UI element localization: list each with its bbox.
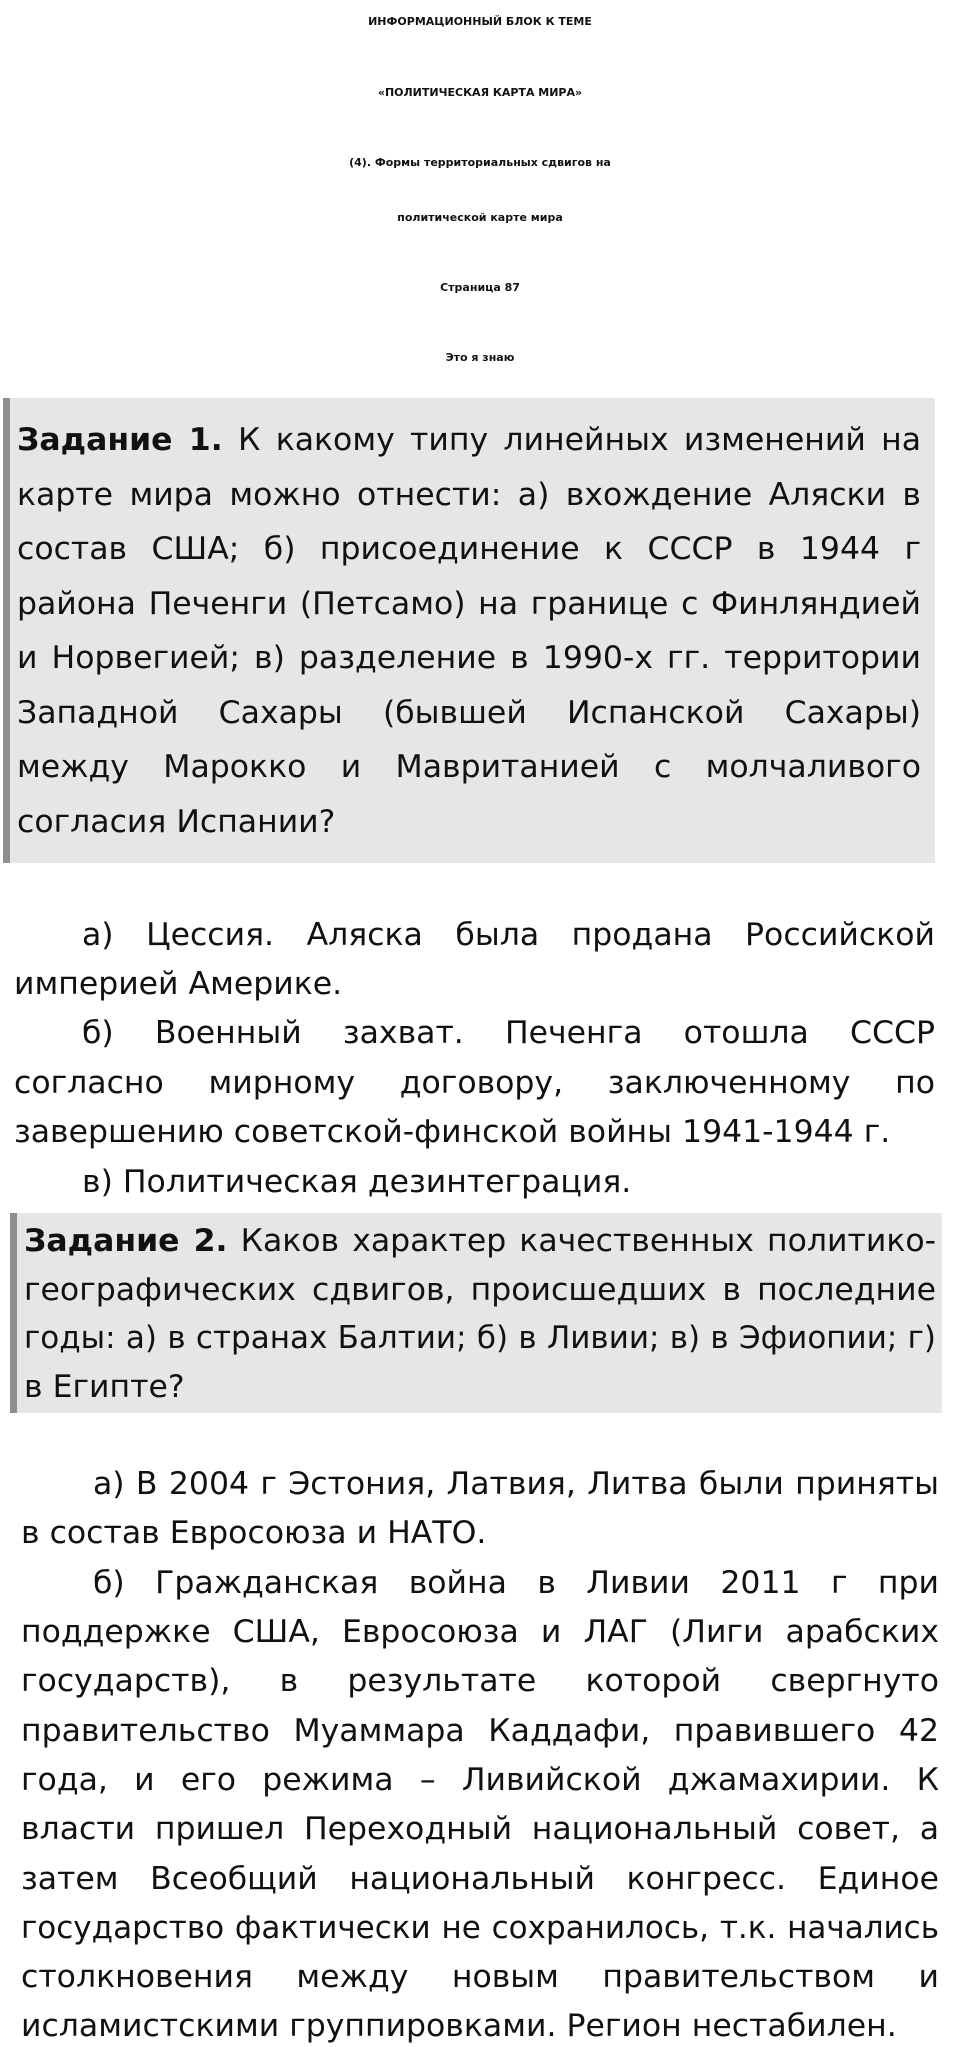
answer1-line-3: б) Военный захват. Печенга отошла СССР bbox=[82, 1015, 935, 1051]
answer1-line-6: в) Политическая дезинтеграция. bbox=[82, 1164, 632, 1200]
topic-title-line2: политической карте мира bbox=[397, 211, 563, 224]
task1-box bbox=[3, 398, 935, 863]
answer2-line-11: столкновения между новым правительством и bbox=[21, 1959, 939, 1995]
page-number: Страница 87 bbox=[440, 281, 520, 294]
task1-line-1: Задание 1. К какому типу линейных изменений на bbox=[17, 422, 922, 458]
task2-line-2: географических сдвигов, происшедших в последние bbox=[24, 1272, 936, 1308]
answer2-line-3: б) Гражданская война в Ливии 2011 г при bbox=[93, 1565, 939, 1601]
task1-line-8: согласия Испании? bbox=[17, 804, 336, 840]
answer1-line-2: империей Америке. bbox=[14, 966, 343, 1002]
task2-line-4: в Египте? bbox=[24, 1369, 185, 1405]
task1-line-5: и Норвегией; в) разделение в 1990-х гг. территории bbox=[17, 640, 921, 676]
answer1-line-1: а) Цессия. Аляска была продана Российской bbox=[82, 917, 935, 953]
task1-label: Задание 1. bbox=[17, 422, 223, 458]
doc-title-line1: ИНФОРМАЦИОННЫЙ БЛОК К ТЕМЕ bbox=[368, 15, 592, 28]
answer1-line-5: завершению советской-финской войны 1941-1944 г. bbox=[14, 1114, 891, 1150]
task1-line-6: Западной Сахары (бывшей Испанской Сахары) bbox=[17, 695, 921, 731]
answer2-line-4: поддержке США, Евросоюза и ЛАГ (Лиги арабских bbox=[21, 1614, 939, 1650]
section-heading: Это я знаю bbox=[445, 351, 515, 364]
answer2-line-6: правительство Муаммара Каддафи, правившего 42 bbox=[21, 1713, 939, 1749]
task2-line-3: годы: а) в странах Балтии; б) в Ливии; в) в Эфиопии; г) bbox=[24, 1320, 936, 1356]
answer2-line-7: года, и его режима – Ливийской джамахирии. К bbox=[21, 1762, 939, 1798]
answer2-line-10: государство фактически не сохранилось, т.к. начались bbox=[21, 1910, 939, 1946]
task2-label: Задание 2. bbox=[24, 1223, 228, 1259]
topic-title-line1: (4). Формы территориальных сдвигов на bbox=[349, 156, 611, 169]
answer2-line-8: власти пришел Переходный национальный совет, а bbox=[21, 1811, 939, 1847]
answer2-line-2: в состав Евросоюза и НАТО. bbox=[21, 1515, 487, 1551]
task2-line-1: Задание 2. Каков характер качественных политико- bbox=[24, 1223, 937, 1259]
task1-line-2: карте мира можно отнести: а) вхождение Аляски в bbox=[17, 477, 921, 513]
task1-line-7: между Марокко и Мавританией с молчаливого bbox=[17, 749, 921, 785]
answer2-line-12: исламистскими группировками. Регион нестабилен. bbox=[21, 2008, 897, 2044]
answer2-line-9: затем Всеобщий национальный конгресс. Единое bbox=[21, 1861, 939, 1897]
doc-title-line2: «ПОЛИТИЧЕСКАЯ КАРТА МИРА» bbox=[377, 86, 583, 99]
task1-line-4: района Печенги (Петсамо) на границе с Финляндией bbox=[17, 586, 921, 622]
answer1-line-4: согласно мирному договору, заключенному по bbox=[14, 1065, 935, 1101]
task1-line-3: состав США; б) присоединение к СССР в 1944 г bbox=[17, 531, 921, 567]
answer2-line-1: а) В 2004 г Эстония, Латвия, Литва были приняты bbox=[93, 1466, 939, 1502]
answer2-line-5: государств), в результате которой свергнуто bbox=[21, 1663, 939, 1699]
